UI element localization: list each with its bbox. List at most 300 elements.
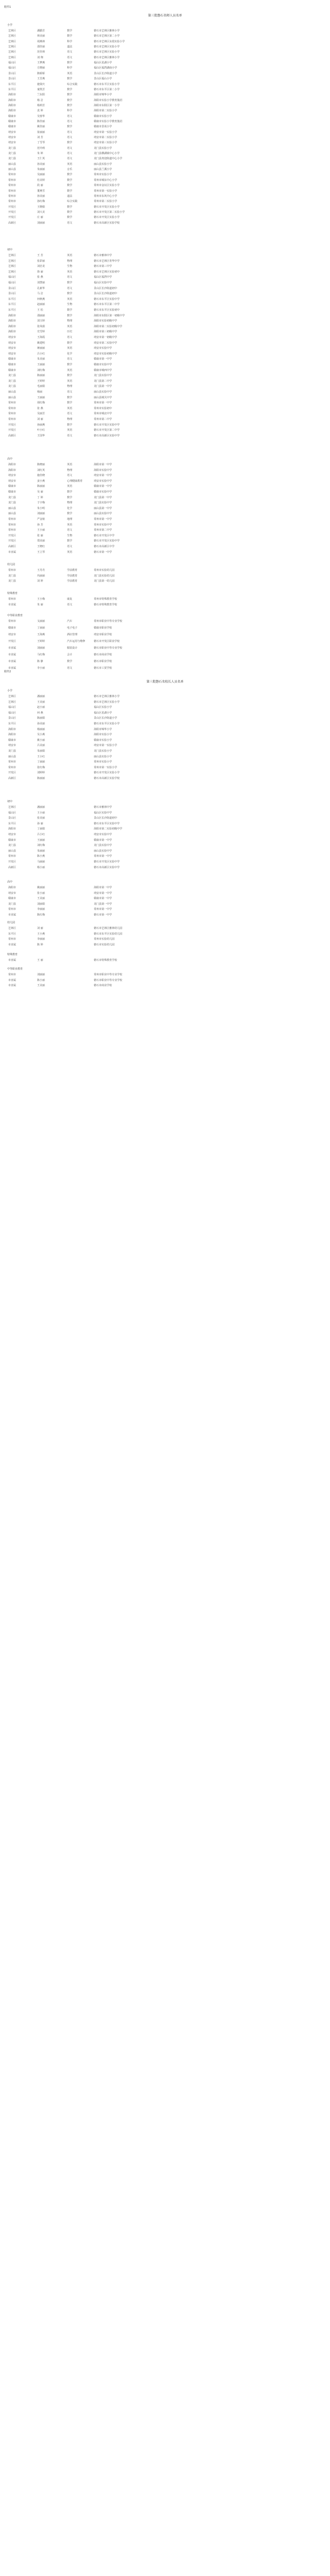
table-row [0, 545, 330, 550]
table-cell: 开发区 [8, 860, 16, 863]
table-cell: 东平区 [8, 722, 16, 725]
table-cell: 庄 丽 [37, 216, 43, 219]
table-cell: 龙门县 [8, 844, 16, 848]
table-row [0, 211, 330, 216]
table-cell: 物理 [67, 418, 73, 421]
table-row [0, 254, 330, 259]
table-cell: 艺林区 [8, 45, 16, 49]
table-cell: 刘红梅 [37, 844, 45, 848]
table-cell: 丁雪琴 [37, 141, 45, 145]
table-cell: 海阳市第二实验初级中学 [94, 325, 123, 328]
table-row [0, 574, 330, 580]
table-cell: 丁丽丽 [37, 760, 45, 764]
table-cell: 艺林区 [8, 56, 16, 59]
table-row [0, 412, 330, 417]
table-cell: 海阳市 [8, 93, 16, 97]
table-cell: 艺林区 [8, 806, 16, 809]
table-row [0, 29, 330, 35]
table-cell: 景山区 [8, 817, 16, 820]
table-cell: 孙美丽 [37, 162, 45, 166]
table-cell: 英语 [67, 485, 73, 488]
table-cell: 市直属 [8, 978, 16, 982]
table-row [0, 620, 330, 625]
table-cell: 酒店管理 [67, 633, 78, 636]
table-cell: 数学 [67, 281, 73, 284]
table-cell: 朱丽丽 [37, 168, 45, 172]
table-row [0, 892, 330, 897]
table-cell: 磐石市开发区第二实验小学 [94, 210, 125, 214]
table-cell: 丽山县实验中学 [94, 512, 112, 516]
table-cell: 语文 [67, 130, 73, 134]
table-cell: 福山区星湖小学 [94, 711, 112, 715]
table-cell: 赣康市实验中学 [94, 490, 112, 494]
table-cell: 市直属 [8, 660, 16, 663]
table-cell: 胡红梅 [37, 401, 45, 405]
table-cell: 王小梅 [37, 598, 45, 601]
table-cell: 景山区长沙街道初中 [94, 292, 118, 296]
table-cell: 生物 [67, 265, 73, 268]
table-cell: 常州市第二中学 [94, 418, 112, 421]
table-cell: 海阳市 [8, 104, 16, 107]
table-cell: 朱丽丽 [37, 849, 45, 853]
table-cell: 景山区 [8, 286, 16, 290]
table-cell: 磐石市艺林区实验小学 [94, 50, 120, 54]
table-cell: 王丽丽 [37, 838, 45, 842]
table-cell: 常州市第一中学 [94, 908, 112, 911]
table-cell: 王丽丽 [37, 396, 45, 399]
table-cell: 音乐 [67, 168, 73, 172]
table-cell: 常州市 [8, 184, 16, 188]
table-cell: 常州市第一实验小学 [94, 189, 118, 193]
table-cell: 龙门县 [8, 750, 16, 753]
table-cell: 朱 丽 [37, 603, 43, 606]
table-row [0, 163, 330, 168]
table-cell: 磐石市艺林区雅林小学 [94, 695, 120, 698]
table-row [0, 760, 330, 766]
table-cell: 孙美丽 [37, 722, 45, 725]
table-cell: 磐石市东平区实验中学 [94, 822, 120, 825]
table-cell: 潘丽丽 [37, 806, 45, 809]
table-cell: 磐石市艺林区东霞实验小学 [94, 40, 125, 43]
table-cell: 陈小丽 [37, 978, 45, 982]
table-row [0, 136, 330, 141]
table-row [0, 292, 330, 297]
table-cell: 赣康市 [8, 120, 16, 123]
table-cell: 龙门县贵迎街道中心小学 [94, 157, 123, 161]
table-cell: 福山区 [8, 61, 16, 65]
table-cell: 丽山县 [8, 396, 16, 399]
table-row [0, 822, 330, 827]
table-cell: 刘丽丽 [37, 512, 45, 516]
table-row [0, 529, 330, 534]
table-cell: 常州市 [8, 760, 16, 764]
table-row [0, 66, 330, 72]
table-cell: 刘 丽 [37, 418, 43, 421]
table-cell: 赣康市第一中学 [94, 838, 112, 842]
table-cell: 陈红梅 [37, 913, 45, 917]
table-cell: 数学 [67, 490, 73, 494]
table-cell: 磐石市第一中学 [94, 913, 112, 917]
table-cell: 王芳燕 [37, 77, 45, 81]
attachment-label-1: 附件1 [4, 6, 11, 9]
table-cell: 开发区 [8, 771, 16, 775]
table-cell: 磐石市高新区中学 [94, 545, 115, 548]
table-cell: 于宇梅 [37, 501, 45, 505]
table-row [0, 984, 330, 989]
table-cell: 景山区 [8, 77, 16, 81]
table-row [0, 200, 330, 205]
table-cell: 语文 [67, 358, 73, 361]
table-row [0, 270, 330, 276]
table-row [0, 580, 330, 585]
table-cell: 张彩丽 [37, 259, 45, 263]
table-cell: 孙美丽 [37, 194, 45, 198]
section-heading: 小学 [7, 689, 13, 692]
table-cell: 靖安市 [8, 341, 16, 345]
table-cell: 杨丽 [37, 391, 43, 394]
table-cell: 李丽丽 [37, 908, 45, 911]
table-row [0, 695, 330, 700]
table-cell: 赣康市第一中学 [94, 358, 112, 361]
table-cell: 赣康市 [8, 368, 16, 372]
table-cell: 语文 [67, 412, 73, 416]
table-cell: 高新区 [8, 777, 16, 780]
table-cell: 赣康市 [8, 363, 16, 366]
table-cell: 常州市 [8, 178, 16, 182]
table-row [0, 771, 330, 776]
table-cell: 赣康市 [8, 838, 16, 842]
table-cell: 磐石市艺林区雅林小学 [94, 29, 120, 32]
table-cell: 英语 [67, 325, 73, 328]
table-cell: 靖安市实验中学 [94, 347, 112, 350]
table-row [0, 83, 330, 88]
table-cell: 何秋燕 [37, 297, 45, 301]
table-cell: 综合实践 [67, 200, 78, 204]
table-cell: 数学 [67, 396, 73, 399]
section-heading: 高中 [7, 457, 13, 461]
table-row [0, 806, 330, 811]
table-cell: 科学 [67, 40, 73, 43]
table-cell: 福山区星湖小学 [94, 61, 112, 65]
table-row [0, 222, 330, 227]
table-cell: 王美丽 [37, 897, 45, 901]
table-cell: 龙门县 [8, 496, 16, 499]
table-cell: 服装设计 [67, 647, 78, 650]
table-row [0, 93, 330, 98]
table-cell: 磐石市特殊教育学校 [94, 603, 118, 606]
table-cell: 常州市实验初中 [94, 406, 112, 410]
table-cell: 磐石市开发区职业学校 [94, 640, 120, 643]
table-cell: 王小红 [37, 755, 45, 758]
table-row [0, 512, 330, 517]
table-cell: 玛丽丽 [37, 574, 45, 578]
table-row [0, 407, 330, 412]
table-cell: 景山区长沙街道小学 [94, 72, 118, 75]
table-row [0, 534, 330, 539]
table-cell: 王立琴 [37, 550, 45, 554]
table-cell: 龙门县实验幼儿园 [94, 574, 115, 578]
table-row [0, 903, 330, 908]
table-cell: 物理 [67, 385, 73, 388]
table-cell: 王梦燕 [37, 61, 45, 65]
section-heading: 特殊教育 [7, 953, 18, 956]
table-row [0, 418, 330, 423]
table-cell: 数学 [67, 363, 73, 366]
table-row [0, 265, 330, 270]
table-cell: 靖安市第三实验小学 [94, 141, 118, 145]
table-cell: 常州市第一中学 [94, 855, 112, 858]
table-cell: 磐石市开发区中学 [94, 534, 115, 537]
table-row [0, 380, 330, 385]
table-cell: 段 丽 [37, 184, 43, 188]
table-cell: 徐 丽 [37, 270, 43, 274]
table-cell: 道法 [67, 194, 73, 198]
table-row [0, 469, 330, 474]
table-cell: 语文 [67, 474, 73, 478]
table-row [0, 480, 330, 485]
table-cell: 海阳市第二实验小学 [94, 109, 118, 113]
table-cell: 靖安市第一中学 [94, 891, 112, 895]
table-cell: 胡燕林 [37, 40, 45, 43]
table-cell: 刘红英 [37, 468, 45, 472]
table-cell: 常州市实验小学 [94, 760, 112, 764]
table-cell: 汽车 [67, 620, 73, 623]
table-row [0, 603, 330, 608]
table-cell: 海阳市 [8, 319, 16, 323]
table-cell: 常州市 [8, 173, 16, 177]
table-cell: 龙门县 [8, 501, 16, 505]
table-cell: 赣康市 [8, 358, 16, 361]
table-cell: 靖安市第一实验小学 [94, 130, 118, 134]
table-cell: 开发区 [8, 210, 16, 214]
table-row [0, 653, 330, 658]
table-cell: 王美丽 [37, 700, 45, 704]
table-cell: 高新区 [8, 221, 16, 225]
table-cell: 丽山县 [8, 391, 16, 394]
table-row [0, 325, 330, 330]
table-cell: 数学 [67, 184, 73, 188]
table-cell: 龙门县实验小学 [94, 146, 112, 150]
table-cell: 杨莉芳 [37, 104, 45, 107]
table-cell: 磐石市艺林区雅林幼儿园 [94, 927, 123, 930]
table-cell: 龙门县 [8, 580, 16, 583]
table-cell: 磐石市开发区第二中学 [94, 429, 120, 432]
table-cell: 数学 [67, 93, 73, 97]
table-row [0, 722, 330, 727]
table-cell: 常州市 [8, 529, 16, 532]
table-row [0, 667, 330, 672]
table-cell: 海阳市第一中学 [94, 463, 112, 466]
table-cell: 龙门县 [8, 385, 16, 388]
table-cell: 数学 [67, 141, 73, 145]
table-cell: 赣康市 [8, 738, 16, 742]
table-cell: 艺林区 [8, 35, 16, 38]
table-cell: 李小丽 [37, 667, 45, 670]
table-cell: 数学 [67, 309, 73, 312]
table-cell: 孙红梅 [37, 200, 45, 204]
table-cell: 数学 [67, 374, 73, 378]
table-cell: 磐石市东平区第二小学 [94, 88, 120, 91]
table-cell: 孙丽燕 [37, 423, 45, 427]
table-cell: 姚丽丽 [37, 886, 45, 889]
table-cell: 赣康市 [8, 897, 16, 901]
table-cell: 陈丽丽 [37, 777, 45, 780]
table-row [0, 401, 330, 406]
table-cell: 景山区 [8, 72, 16, 75]
table-cell: 汽车运用与维修 [67, 640, 86, 643]
table-cell: 王婷婷 [37, 379, 45, 383]
table-cell: 数学 [67, 216, 73, 219]
table-cell: 数学 [67, 205, 73, 209]
table-cell: 戈丽丽 [37, 620, 45, 623]
table-cell: 物理 [67, 468, 73, 472]
table-cell: 东平区 [8, 309, 16, 312]
table-cell: 数学 [67, 61, 73, 65]
table-cell: 陈佳丽 [37, 120, 45, 123]
table-cell: 艺林区 [8, 700, 16, 704]
table-cell: 丽山县城关中学 [94, 396, 112, 399]
table-cell: 孔新华 [37, 286, 45, 290]
table-row [0, 839, 330, 844]
table-cell: 赵丽丽 [37, 303, 45, 307]
table-row [0, 147, 330, 152]
table-cell: 龙门县实验中学 [94, 501, 112, 505]
table-cell: 马丽丽 [37, 860, 45, 863]
table-cell: 综合实践 [67, 82, 78, 86]
table-cell: 常州市实验幼儿园 [94, 938, 115, 941]
table-cell: 磐石市高新区实验中学 [94, 434, 120, 437]
table-cell: 英语 [67, 463, 73, 466]
table-row [0, 260, 330, 265]
table-row [0, 374, 330, 379]
table-cell: 福山区 [8, 711, 16, 715]
table-row [0, 833, 330, 838]
table-row [0, 897, 330, 902]
table-cell: 邵佳丽 [37, 45, 45, 49]
table-row [0, 72, 330, 77]
table-row [0, 701, 330, 706]
table-cell: 常州市城北中学 [94, 412, 112, 416]
table-cell: 艺林区 [8, 927, 16, 930]
table-row [0, 184, 330, 189]
table-cell: 王国华 [37, 434, 45, 437]
table-cell: 靖安市 [8, 891, 16, 895]
table-cell: 郑美丽 [37, 539, 45, 543]
table-cell: 常州市第二实验小学 [94, 200, 118, 204]
table-row [0, 717, 330, 722]
table-row [0, 866, 330, 871]
table-row [0, 61, 330, 66]
table-row [0, 739, 330, 744]
table-cell: 何 燕 [37, 711, 43, 715]
table-cell: 张 燕 [37, 406, 43, 410]
table-cell: 靖安市 [8, 130, 16, 134]
table-row [0, 908, 330, 913]
table-cell: 学前教育 [67, 569, 78, 572]
section-heading: 中等职业教育 [7, 614, 23, 617]
table-row [0, 287, 330, 292]
table-row [0, 429, 330, 434]
table-cell: 王丽丽 [37, 363, 45, 366]
table-cell: 地理 [67, 518, 73, 521]
table-cell: 开发区 [8, 539, 16, 543]
table-cell: 磐石市职业中等专业学校 [94, 647, 123, 650]
table-cell: 历史 [67, 330, 73, 334]
table-cell: 潘勤芳 [37, 29, 45, 32]
table-cell: 海阳市锦华小学 [94, 93, 112, 97]
table-cell: 康复 [67, 598, 73, 601]
table-row [0, 125, 330, 130]
table-cell: 磐石市开发区实验中学 [94, 539, 120, 543]
table-cell: 施佳晓 [37, 474, 45, 478]
section-heading: 初中 [7, 800, 13, 803]
table-cell: 语文 [67, 336, 73, 339]
table-cell: 董燕雪 [37, 189, 45, 193]
table-cell: 英语 [67, 429, 73, 432]
table-row [0, 99, 330, 104]
table-cell: 丁 婷 [37, 496, 43, 499]
table-cell: 王美丽 [37, 984, 45, 988]
table-row [0, 501, 330, 506]
table-cell: 市直属 [8, 984, 16, 988]
table-cell: 史雪婷 [37, 330, 45, 334]
table-cell: 英语 [67, 72, 73, 75]
table-row [0, 216, 330, 221]
table-cell: 海阳市实验中学 [94, 468, 112, 472]
table-cell: 常州市 [8, 598, 16, 601]
table-row [0, 56, 330, 61]
table-row [0, 152, 330, 157]
table-cell: 磐石市开发区实验小学 [94, 205, 120, 209]
table-cell: 语文 [67, 276, 73, 279]
table-cell: 李丽丽 [37, 938, 45, 941]
table-cell: 开发区 [8, 216, 16, 219]
table-row [0, 276, 330, 281]
table-cell: 数学 [67, 77, 73, 81]
table-cell: 赣康市实验小学教育集团 [94, 120, 123, 123]
table-cell: 王海燕 [37, 633, 45, 636]
table-cell: 丁丽丽 [37, 626, 45, 630]
table-cell: 常州市第一实验小学 [94, 766, 118, 769]
table-row [0, 157, 330, 162]
table-cell: 数学 [67, 125, 73, 129]
table-row [0, 40, 330, 45]
table-cell: 语文 [67, 286, 73, 290]
table-cell: 刘丽丽 [37, 973, 45, 976]
table-cell: 数学 [67, 496, 73, 499]
table-cell: 福山区福湾中学 [94, 276, 112, 279]
table-row [0, 190, 330, 195]
table-cell: 王海霞 [37, 336, 45, 339]
table-cell: 常州市 [8, 620, 16, 623]
table-cell: 王晓红 [37, 545, 45, 548]
table-cell: 英语 [67, 523, 73, 527]
table-cell: 陈丽丽 [37, 485, 45, 488]
table-row [0, 640, 330, 645]
table-cell: 磐石市艺林区育华中学 [94, 259, 120, 263]
table-row [0, 973, 330, 978]
table-cell: 杨丽丽 [37, 727, 45, 731]
table-cell: 磐石市艺林区实验小学 [94, 700, 120, 704]
table-cell: 赣康市 [8, 114, 16, 118]
table-row [0, 319, 330, 325]
table-cell: 市直属 [8, 667, 16, 670]
table-row [0, 860, 330, 866]
table-cell: 海阳市第一中学 [94, 886, 112, 889]
table-row [0, 750, 330, 755]
table-cell: 张美丽 [37, 817, 45, 820]
table-cell: 常州市 [8, 523, 16, 527]
